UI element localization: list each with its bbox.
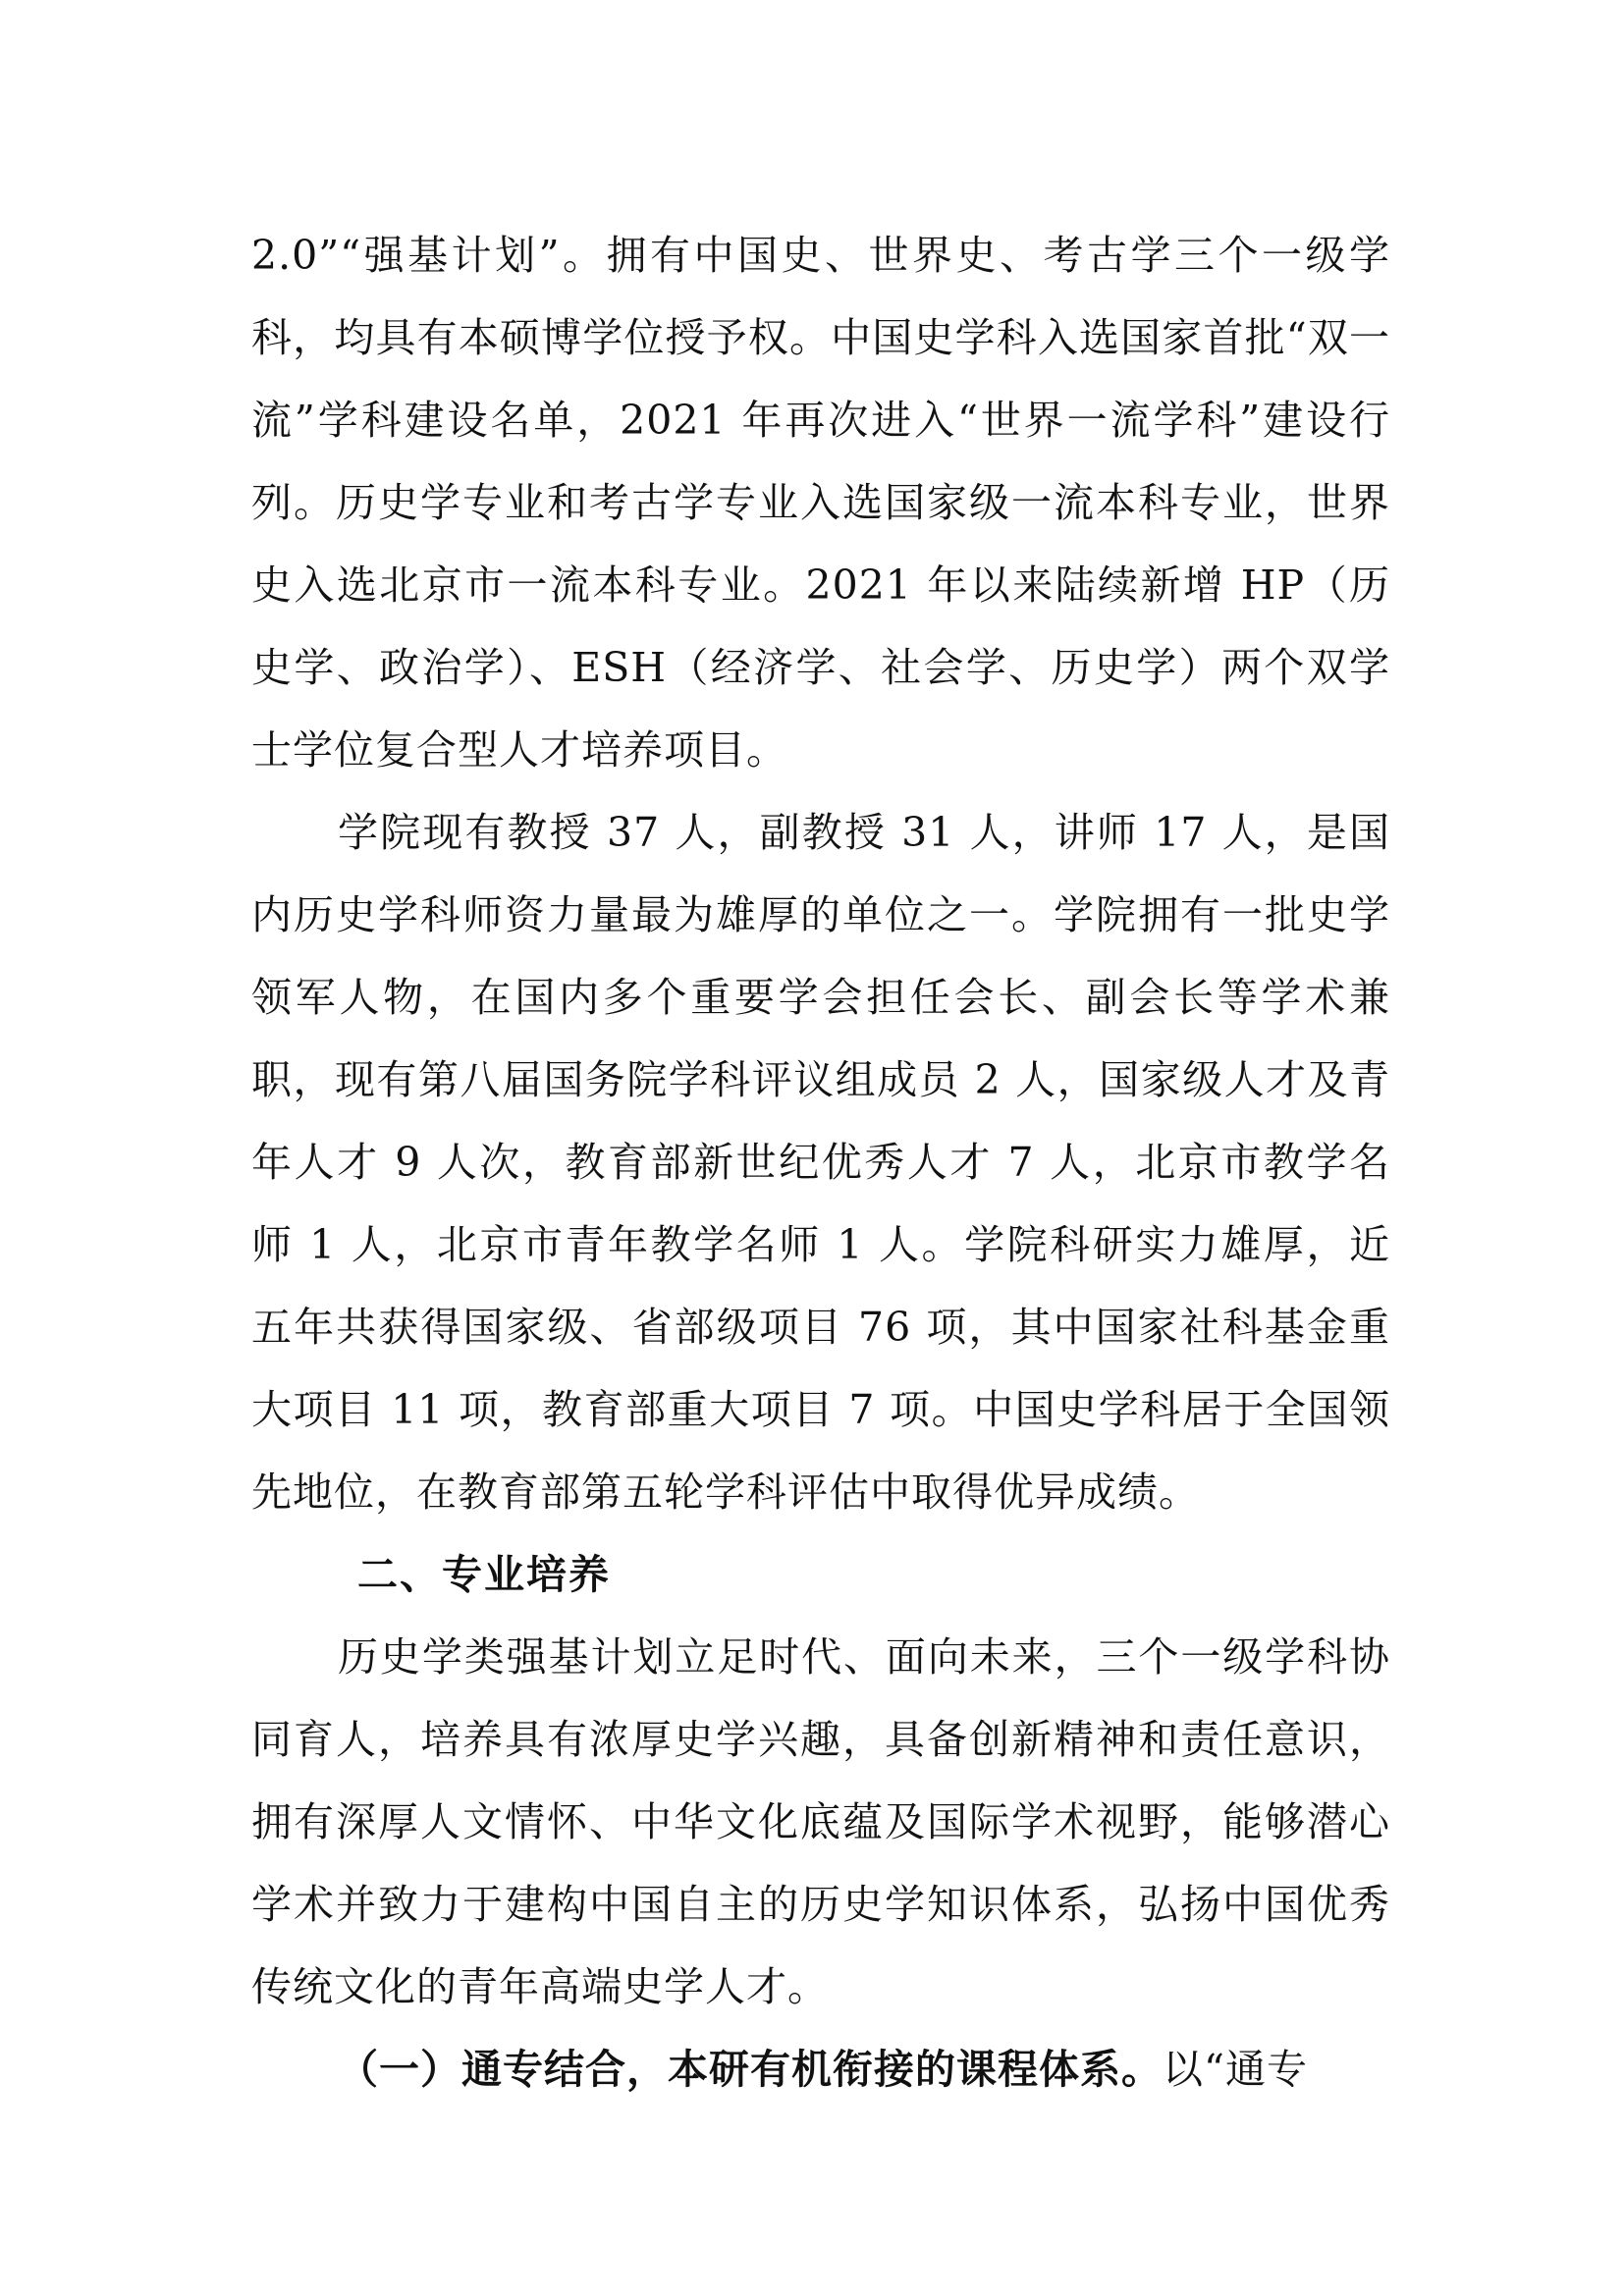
section-heading: 二、专业培养 xyxy=(357,1551,611,1598)
paragraph-curriculum xyxy=(251,2028,1390,2110)
paragraph-curriculum-text: 以“通专 xyxy=(1163,2046,1308,2093)
paragraph-faculty: 学院现有教授 37 人，副教授 31 人，讲师 17 人，是国内历史学科师资力量最为雄厚的单位之一。学院拥有一批史学领军人物，在国内多个重要学会担任会长、副会长等学术兼职，现有第八届国务院学科评议组成员 2 人，国家级人才及青年人才 9 人次，教育部新世纪优秀人才 7 人，北京市教学名师 1 人，北京市青年教学名师 1 人。学院科研实力雄厚，近五年共获得国家级、省部级项目 76 项，其中国家社科基金重大项目 11 项，教育部重大项目 7 项。中国史学科居于全国领先地位，在教育部第五轮学科评估中取得优异成绩。 xyxy=(251,809,1390,1516)
subsection-heading: （一）通专结合，本研有机衔接的课程体系。 xyxy=(338,2046,1163,2093)
paragraph-intro: 2.0”“强基计划”。拥有中国史、世界史、考古学三个一级学科，均具有本硕博学位授予权。中国史学科入选国家首批“双一流”学科建设名单，2021 年再次进入“世界一流学科”建设行列。历史学专业和考古学专业入选国家级一流本科专业，世界史入选北京市一流本科专业。2021 年以来陆续新增 HP（历史学、政治学）、ESH（经济学、社会学、历史学）两个双学士学位复合型人才培养项目。 xyxy=(251,232,1390,774)
document-body xyxy=(251,214,1390,2110)
paragraph-training-goal: 历史学类强基计划立足时代、面向未来，三个一级学科协同育人，培养具有浓厚史学兴趣，具备创新精神和责任意识，拥有深厚人文情怀、中华文化底蕴及国际学术视野，能够潜心学术并致力于建构中国自主的历史学知识体系，弘扬中国优秀传统文化的青年高端史学人才。 xyxy=(251,1633,1390,2010)
